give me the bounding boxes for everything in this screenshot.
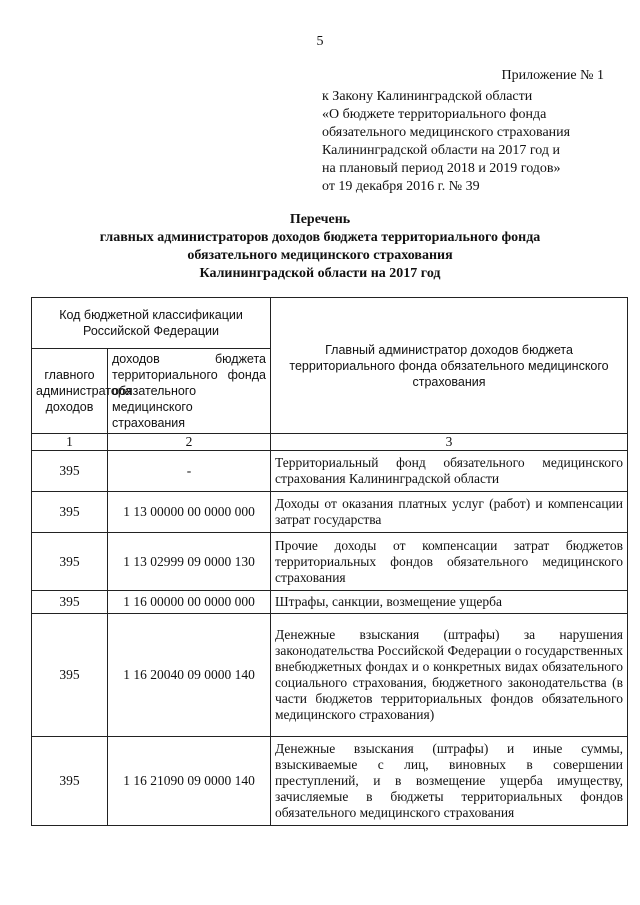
- admin-code: 395: [32, 533, 108, 591]
- appendix-line: на плановый период 2018 и 2019 годов»: [322, 161, 561, 176]
- column-number-row: [32, 434, 628, 451]
- appendix-line: к Закону Калининградской области: [322, 89, 533, 104]
- income-code: 1 16 21090 09 0000 140: [108, 737, 271, 826]
- heading-line: обязательного медицинского страхования: [187, 248, 453, 263]
- table-row: [32, 591, 628, 614]
- table-row: [32, 737, 628, 826]
- table-row: [32, 533, 628, 591]
- income-name: Прочие доходы от компенсации затрат бюджетов территориальных фондов обязательного медицинского страхования: [271, 533, 628, 591]
- appendix-line: Калининградской области на 2017 год и: [322, 143, 560, 158]
- table-row: [32, 614, 628, 737]
- header-main-admin: Главный администратор доходов бюджета территориального фонда обязательного медицинского страхования: [271, 298, 628, 434]
- income-code: 1 13 02999 09 0000 130: [108, 533, 271, 591]
- income-code: 1 16 20040 09 0000 140: [108, 614, 271, 737]
- column-number: 2: [108, 434, 271, 451]
- page-number: 5: [316, 34, 324, 49]
- table-row: [32, 451, 628, 492]
- income-code: -: [108, 451, 271, 492]
- appendix-title: Приложение № 1: [501, 68, 604, 83]
- admin-code: 395: [32, 591, 108, 614]
- admin-code: 395: [32, 614, 108, 737]
- appendix-line: «О бюджете территориального фонда: [322, 107, 547, 122]
- column-number: 3: [271, 434, 628, 451]
- admin-code: 395: [32, 492, 108, 533]
- income-code: 1 16 00000 00 0000 000: [108, 591, 271, 614]
- income-code: 1 13 00000 00 0000 000: [108, 492, 271, 533]
- income-name: Денежные взыскания (штрафы) за нарушения законодательства Российской Федерации о государственных внебюджетных фондах и о конкретных видах обязательного социального страхования, бюджетного законодательства (в части бюджетов территориальных фондов обязательного медицинского страхования): [271, 614, 628, 737]
- document-heading: [36, 211, 604, 283]
- heading-line: главных администраторов доходов бюджета территориального фонда: [99, 230, 541, 245]
- income-name: Денежные взыскания (штрафы) и иные суммы, взыскиваемые с лиц, виновных в совершении преступлений, и в возмещение ущерба имуществу, зачисляемые в бюджеты территориальных фондов обязательного медицинского страхования: [271, 737, 628, 826]
- header-income: доходов бюджета территориального фонда обязательного медицинского страхования: [108, 349, 271, 434]
- income-name: Штрафы, санкции, возмещение ущерба: [271, 591, 628, 614]
- column-number: 1: [32, 434, 108, 451]
- appendix-line: обязательного медицинского страхования: [322, 125, 571, 140]
- income-name: Доходы от оказания платных услуг (работ) и компенсации затрат государства: [271, 492, 628, 533]
- administrators-table: [31, 297, 628, 826]
- heading-line: Перечень: [289, 212, 351, 227]
- income-name: Территориальный фонд обязательного медицинского страхования Калининградской области: [271, 451, 628, 492]
- table-header-row: [32, 298, 628, 349]
- header-budget-code: Код бюджетной классификации Российской Федерации: [32, 298, 271, 349]
- header-admin: главного администратора доходов: [32, 349, 108, 434]
- admin-code: 395: [32, 451, 108, 492]
- appendix-line: от 19 декабря 2016 г. № 39: [322, 179, 480, 194]
- admin-code: 395: [32, 737, 108, 826]
- appendix-reference: [322, 88, 604, 196]
- heading-line: Калининградской области на 2017 год: [199, 266, 441, 281]
- table-row: [32, 492, 628, 533]
